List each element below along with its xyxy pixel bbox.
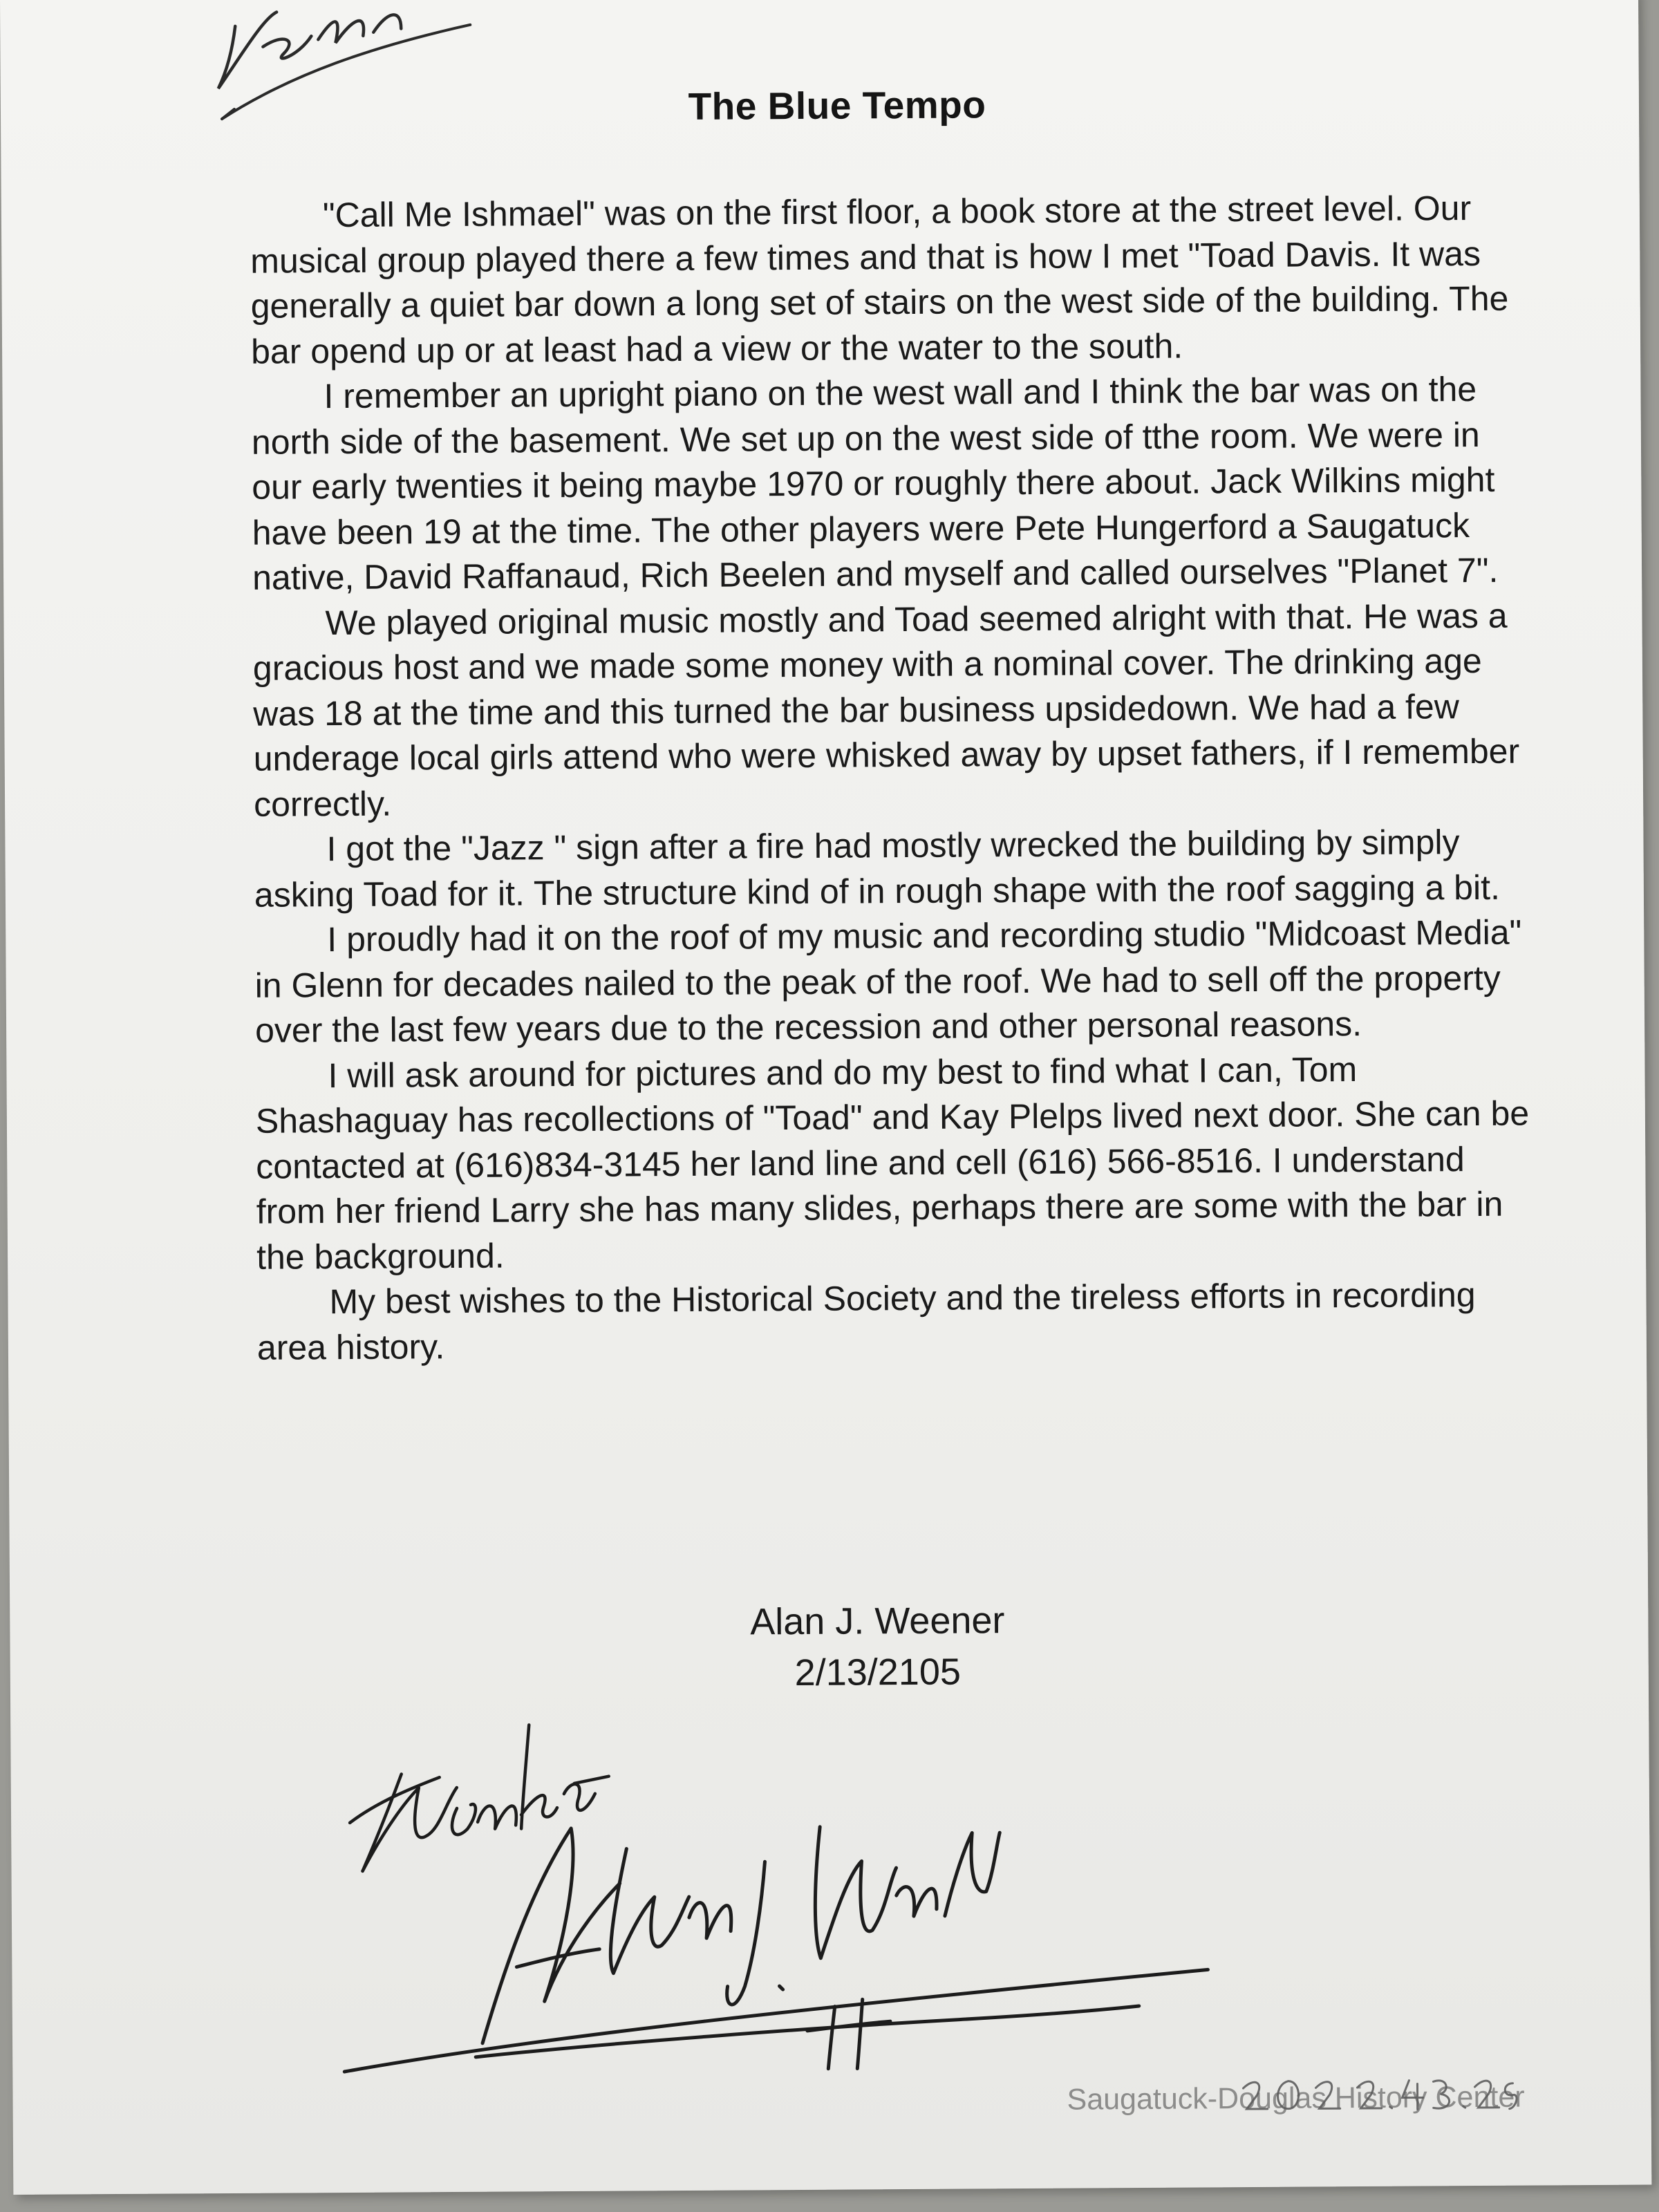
handwritten-signature — [335, 1707, 1236, 2099]
paragraph: I got the "Jazz " sign after a fire had mostly wrecked the building by simply asking Toad for it. The structure kind of in rough shape with the roof sagging a bit. — [254, 823, 1501, 915]
paragraph: "Call Me Ishmael" was on the first floor, a book store at the street level. Our musical group played there a few times and that is how I met "Toad Davis. It was generally a quiet bar down a long set of stairs on the west side of the building. The bar opend up or at least had a view or the water to the south. — [250, 189, 1509, 371]
paragraph: I remember an upright piano on the west wall and I think the bar was on the north side of the basement. We set up on the west side of tthe room. We were in our early twenties it being maybe 1970 or roughly there about. Jack Wilkins might have been 19 at the time. The other players were Pete Hungerford a Saugatuck native, David Raffanaud, Rich Beelen and myself and called ourselves "Planet 7". — [251, 369, 1499, 597]
paragraph: We played original music mostly and Toad seemed alright with that. He was a gracious host and we made some money with a nominal cover. The drinking age was 18 at the time and this turned the bar business upsidedown. We had a few underage local girls attend who were whisked away by upset fathers, if I remember correctly. — [252, 596, 1520, 824]
author-name: Alan J. Weener — [750, 1600, 1005, 1643]
paragraph: I will ask around for pictures and do my best to find what I can, Tom Shashaguay has recollections of "Toad" and Kay Plelps lived next door. She can be contacted at (616)834-3145 her land line and cell (616) 566-8516. I understand from her friend Larry she has many slides, perhaps there are some with the bar in the background. — [255, 1049, 1530, 1277]
letter-date: 2/13/2105 — [794, 1651, 962, 1694]
archive-watermark: Saugatuck-Douglas History Center — [1067, 2080, 1525, 2117]
paragraph: My best wishes to the Historical Society and the tireless efforts in recording area history. — [256, 1275, 1476, 1367]
paragraph: I proudly had it on the roof of my music and recording studio "Midcoast Media" in Glenn for decades nailed to the peak of the roof. We had to sell off the property over the last few years due to the recession and other personal reasons. — [254, 912, 1522, 1050]
letter-body — [250, 185, 1536, 1370]
signature-block — [739, 1595, 1016, 1698]
document-title: The Blue Tempo — [688, 83, 986, 128]
